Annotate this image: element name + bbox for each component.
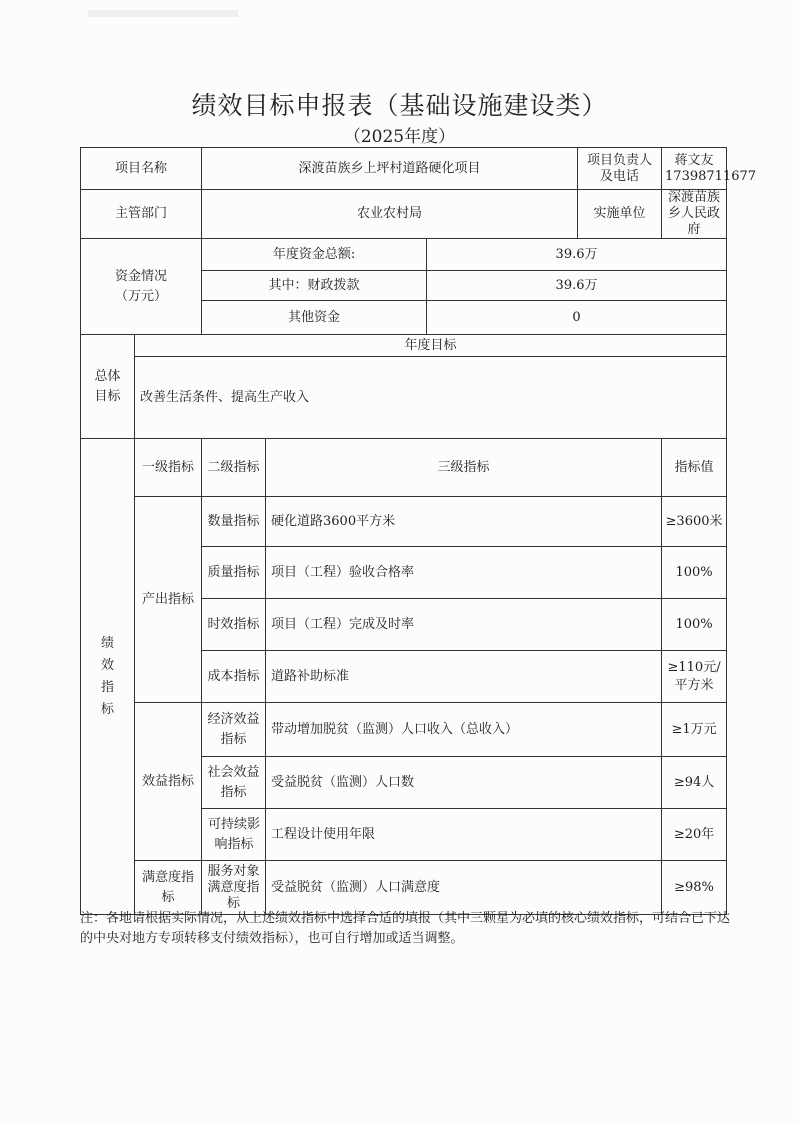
output-l2: 成本指标 [202,651,266,703]
output-l2: 时效指标 [202,599,266,651]
project-name-value: 深渡苗族乡上坪村道路硬化项目 [202,148,578,190]
document-year: （2025年度） [343,127,456,147]
output-l3: 道路补助标准 [266,651,662,703]
overall-header-row [81,335,727,357]
satisfaction-label [135,861,202,915]
output-value-text: ≥110元/平方米 [667,659,721,693]
benefit-l2 [202,809,266,861]
performance-form-table [80,147,757,915]
owner-value [662,148,757,190]
level3-header: 三级指标 [266,439,662,497]
output-l3: 项目（工程）完成及时率 [266,599,662,651]
satisfaction-l2-text: 服务对象满意度指标 [207,863,260,911]
output-value: ≥3600米 [662,497,727,547]
perf-label-text: 绩效指标 [100,635,114,717]
benefit-label: 效益指标 [135,703,202,861]
value-header: 指标值 [662,439,727,497]
benefit-value: ≥1万元 [662,703,727,757]
impl-value: 深渡苗族乡人民政府 [662,190,727,239]
benefit-l2-text: 经济效益指标 [207,711,260,747]
overall-content: 改善生活条件、提高生产收入 [135,357,727,439]
benefit-l3: 工程设计使用年限 [266,809,662,861]
funds-fiscal-value: 39.6万 [427,271,727,301]
document-title: 绩效目标申报表（基础设施建设类） [191,91,608,120]
output-l3: 项目（工程）验收合格率 [266,547,662,599]
dept-label: 主管部门 [81,190,202,239]
benefit-value: ≥94人 [662,757,727,809]
overall-label [81,335,135,439]
benefit-l3: 带动增加脱贫（监测）人口收入（总收入） [266,703,662,757]
funds-other-label: 其他资金 [202,301,427,335]
output-label: 产出指标 [135,497,202,703]
scan-mark [88,10,238,17]
overall-label-text: 总体目标 [94,368,121,404]
owner-phone: 17398711677 [665,168,757,184]
benefit-value: ≥20年 [662,809,727,861]
dept-value: 农业农村局 [202,190,578,239]
level2-header: 二级指标 [202,439,266,497]
dept-row [81,190,727,239]
output-value: 100% [662,599,727,651]
benefit-l2-text: 可持续影响指标 [208,816,261,852]
satisfaction-l3: 受益脱贫（监测）人口满意度 [266,861,662,915]
level1-header: 一级指标 [135,439,202,497]
benefit-l2 [202,757,266,809]
output-l2: 质量指标 [202,547,266,599]
footnote: 注：各地请根据实际情况，从上述绩效指标中选择合适的填报（其中三颗星为必填的核心绩效指标，可结合已下达的中央对地方专项转移支付绩效指标），也可自行增加或适当调整。 [80,911,731,946]
satisfaction-l2 [202,861,266,915]
benefit-l3: 受益脱贫（监测）人口数 [266,757,662,809]
project-row [81,148,727,190]
owner-label: 项目负责人及电话 [578,148,662,190]
output-l3: 硬化道路3600平方米 [266,497,662,547]
output-l2: 数量指标 [202,497,266,547]
impl-label: 实施单位 [578,190,662,239]
satisfaction-value: ≥98% [662,861,727,915]
owner-name: 蒋文友 [674,152,714,168]
funds-other-value: 0 [427,301,727,335]
benefit-l2-text: 社会效益指标 [207,764,260,800]
table-row [81,497,727,547]
table-row [81,703,727,757]
overall-header: 年度目标 [135,335,727,357]
perf-header-row [81,439,727,497]
funds-total-value: 39.6万 [427,239,727,271]
satisfaction-label-text: 满意度指标 [141,869,194,905]
funds-fiscal-label: 其中：财政拨款 [202,271,427,301]
project-name-label: 项目名称 [81,148,202,190]
table-row [81,861,727,915]
funds-label-text: 资金情况（万元） [114,268,167,304]
output-value [662,651,727,703]
benefit-l2 [202,703,266,757]
perf-label [81,439,135,915]
funds-total-label: 年度资金总额: [202,239,427,271]
funds-row [81,239,727,271]
overall-content-row [81,357,727,439]
funds-label [81,239,202,335]
output-value: 100% [662,547,727,599]
